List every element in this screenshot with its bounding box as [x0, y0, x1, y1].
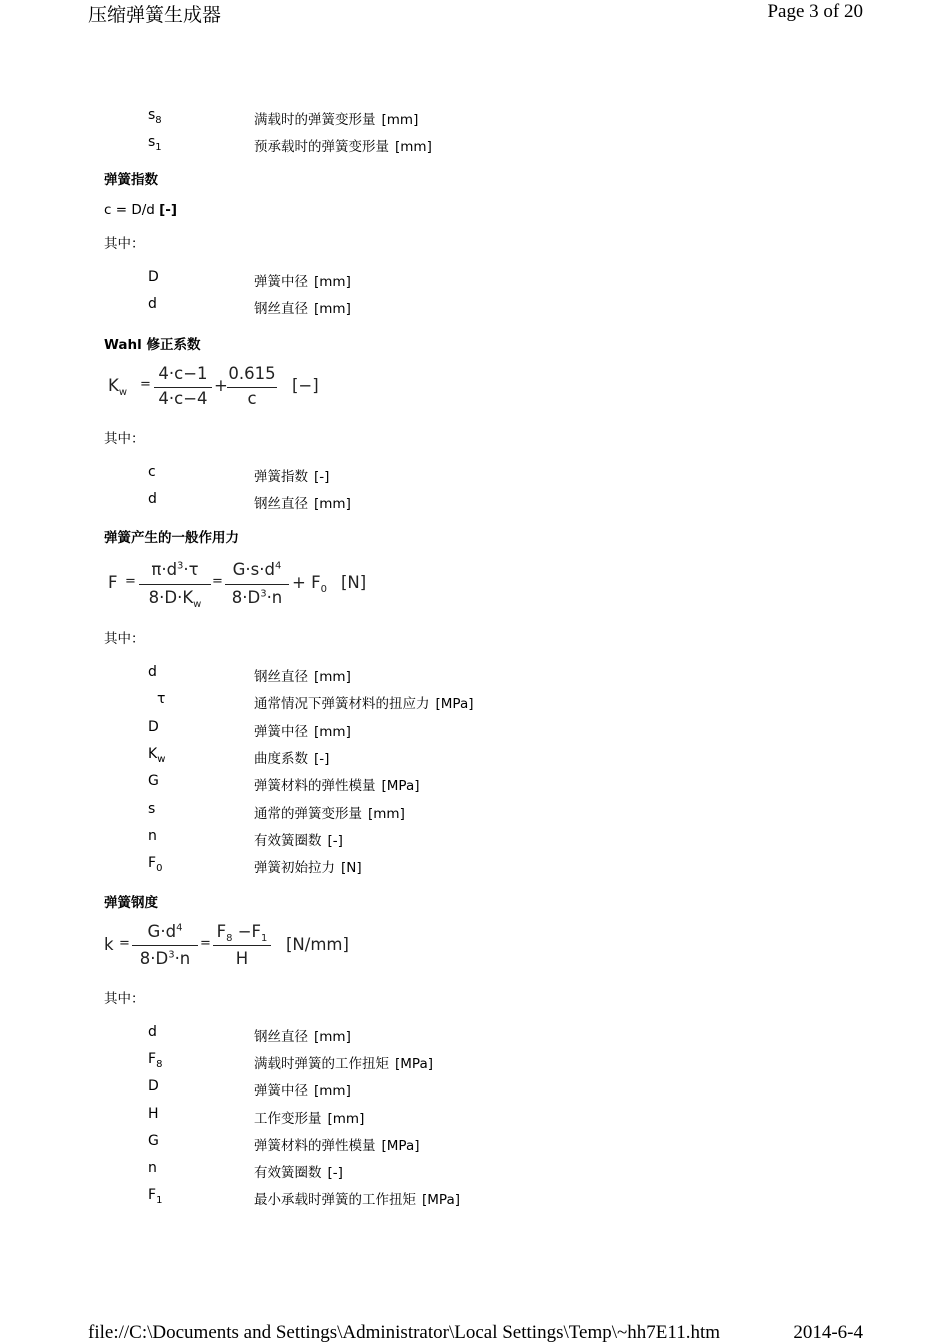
variable-unit: [N] — [341, 860, 362, 877]
variable-symbol: $K_w$ — [148, 745, 166, 765]
variable-symbol: $s_8$ — [148, 107, 162, 126]
formula-unit: [-] — [159, 202, 178, 218]
variable-description: 预承载时的弹簧变形量 [mm] — [254, 139, 432, 155]
variable-description: 有效簧圈数 [-] — [254, 832, 343, 849]
variable-symbol: c — [148, 464, 156, 480]
variable-description: 钢丝直径 [mm] — [254, 1029, 351, 1045]
where-label: 其中： — [104, 431, 145, 447]
variable-symbol: $F_1$ — [148, 1187, 163, 1207]
variable-description: 通常的弹簧变形量 [mm] — [254, 805, 405, 822]
where-label: 其中： — [104, 236, 145, 252]
variable-description: 弹簧中径 [mm] — [254, 274, 351, 290]
variable-symbol: $F_0$ — [148, 855, 163, 875]
variable-unit: [MPa] — [381, 778, 420, 795]
formula-text: c = D/d — [104, 202, 155, 218]
variable-symbol: D — [148, 269, 159, 285]
variable-symbol: G — [148, 773, 159, 790]
document-title: 压缩弹簧生成器 — [88, 5, 222, 26]
variable-description: 工作变形量 [mm] — [254, 1110, 365, 1127]
variable-description: 弹簧中径 [mm] — [254, 1083, 351, 1100]
variable-symbol: d — [148, 296, 157, 312]
variable-unit: [mm] — [314, 301, 351, 317]
variable-symbol: d — [148, 1024, 157, 1040]
force-formula: F = $\pi\cdot d^3\cdot\tau$ $8\cdot D\cdot K_w$ = $G\cdot s\cdot d^4$ $8\cdot D^3\cdot n$ + $F_0$ [N] — [108, 560, 367, 610]
variable-description: 钢丝直径 [mm] — [254, 496, 351, 512]
where-label: 其中： — [104, 991, 145, 1007]
footer-date: 2014-6-4 — [793, 1322, 863, 1343]
footer-path: file://C:\Documents and Settings\Administrator\Local Settings\Temp\~hh7E11.htm — [88, 1322, 721, 1343]
spring-index-formula — [104, 202, 177, 218]
variable-symbol: D — [148, 1078, 159, 1095]
variable-symbol: $s_1$ — [148, 134, 162, 153]
section-heading-spring-index: 弹簧指数 — [104, 172, 158, 188]
variable-unit: [mm] — [314, 1083, 351, 1100]
variable-description: 弹簧中径 [mm] — [254, 723, 351, 740]
variable-description: 满载时弹簧的工作扭矩 [MPa] — [254, 1056, 433, 1073]
section-heading-wahl — [104, 333, 200, 353]
variable-symbol: n — [148, 1160, 157, 1176]
variable-unit: [mm] — [395, 139, 432, 155]
variable-description: 弹簧材料的弹性模量 [MPa] — [254, 1137, 420, 1154]
page-number: Page 3 of 20 — [767, 1, 863, 22]
variable-symbol: H — [148, 1105, 159, 1122]
where-label: 其中： — [104, 631, 145, 647]
variable-unit: [mm] — [381, 112, 419, 128]
variable-unit: [-] — [314, 750, 330, 767]
stiffness-formula: k = $G\cdot d^4$ $8\cdot D^3\cdot n$ = $F_8 -F_1$ H [N/mm] — [104, 922, 349, 968]
variable-description: 钢丝直径 [mm] — [254, 301, 351, 317]
variable-symbol: G — [148, 1132, 159, 1149]
wahl-formula: $K_w$ = 4·c−1 4·c−4 + 0.615 c [−] — [108, 364, 319, 408]
variable-description: 弹簧指数 [-] — [254, 469, 330, 485]
variable-symbol: D — [148, 718, 159, 735]
heading-latin: Wahl — [104, 337, 142, 353]
variable-symbol: d — [148, 664, 157, 680]
variable-unit: [mm] — [314, 1029, 351, 1045]
variable-description: 通常情况下弹簧材料的扭应力 [MPa] — [254, 696, 474, 713]
heading-text: 修正系数 — [146, 337, 201, 353]
variable-symbol: τ — [157, 691, 166, 708]
variable-description: 弹簧初始拉力 [N] — [254, 860, 362, 877]
variable-unit: [mm] — [314, 669, 351, 685]
variable-unit: [mm] — [314, 274, 351, 290]
variable-unit: [MPa] — [381, 1137, 420, 1154]
variable-description: 曲度系数 [-] — [254, 750, 330, 767]
variable-unit: [mm] — [314, 723, 351, 740]
variable-description: 最小承载时弹簧的工作扭矩 [MPa] — [254, 1192, 460, 1209]
variable-description: 满载时的弹簧变形量 [mm] — [254, 112, 419, 128]
variable-unit: [-] — [314, 469, 330, 485]
variable-symbol: $F_8$ — [148, 1051, 163, 1071]
variable-symbol: d — [148, 491, 157, 507]
variable-description: 弹簧材料的弹性模量 [MPa] — [254, 778, 420, 795]
section-heading-force: 弹簧产生的一般作用力 — [104, 530, 239, 546]
section-heading-stiffness: 弹簧钢度 — [104, 895, 158, 911]
variable-unit: [MPa] — [395, 1056, 433, 1073]
variable-unit: [MPa] — [435, 696, 474, 713]
variable-unit: [-] — [327, 832, 343, 849]
variable-symbol: n — [148, 827, 157, 844]
variable-description: 有效簧圈数 [-] — [254, 1165, 343, 1181]
variable-symbol: s — [148, 800, 156, 817]
variable-unit: [-] — [327, 1165, 343, 1181]
variable-unit: [mm] — [368, 805, 405, 822]
variable-unit: [mm] — [314, 496, 351, 512]
variable-unit: [MPa] — [422, 1192, 460, 1209]
variable-description: 钢丝直径 [mm] — [254, 669, 351, 685]
variable-unit: [mm] — [327, 1110, 365, 1127]
